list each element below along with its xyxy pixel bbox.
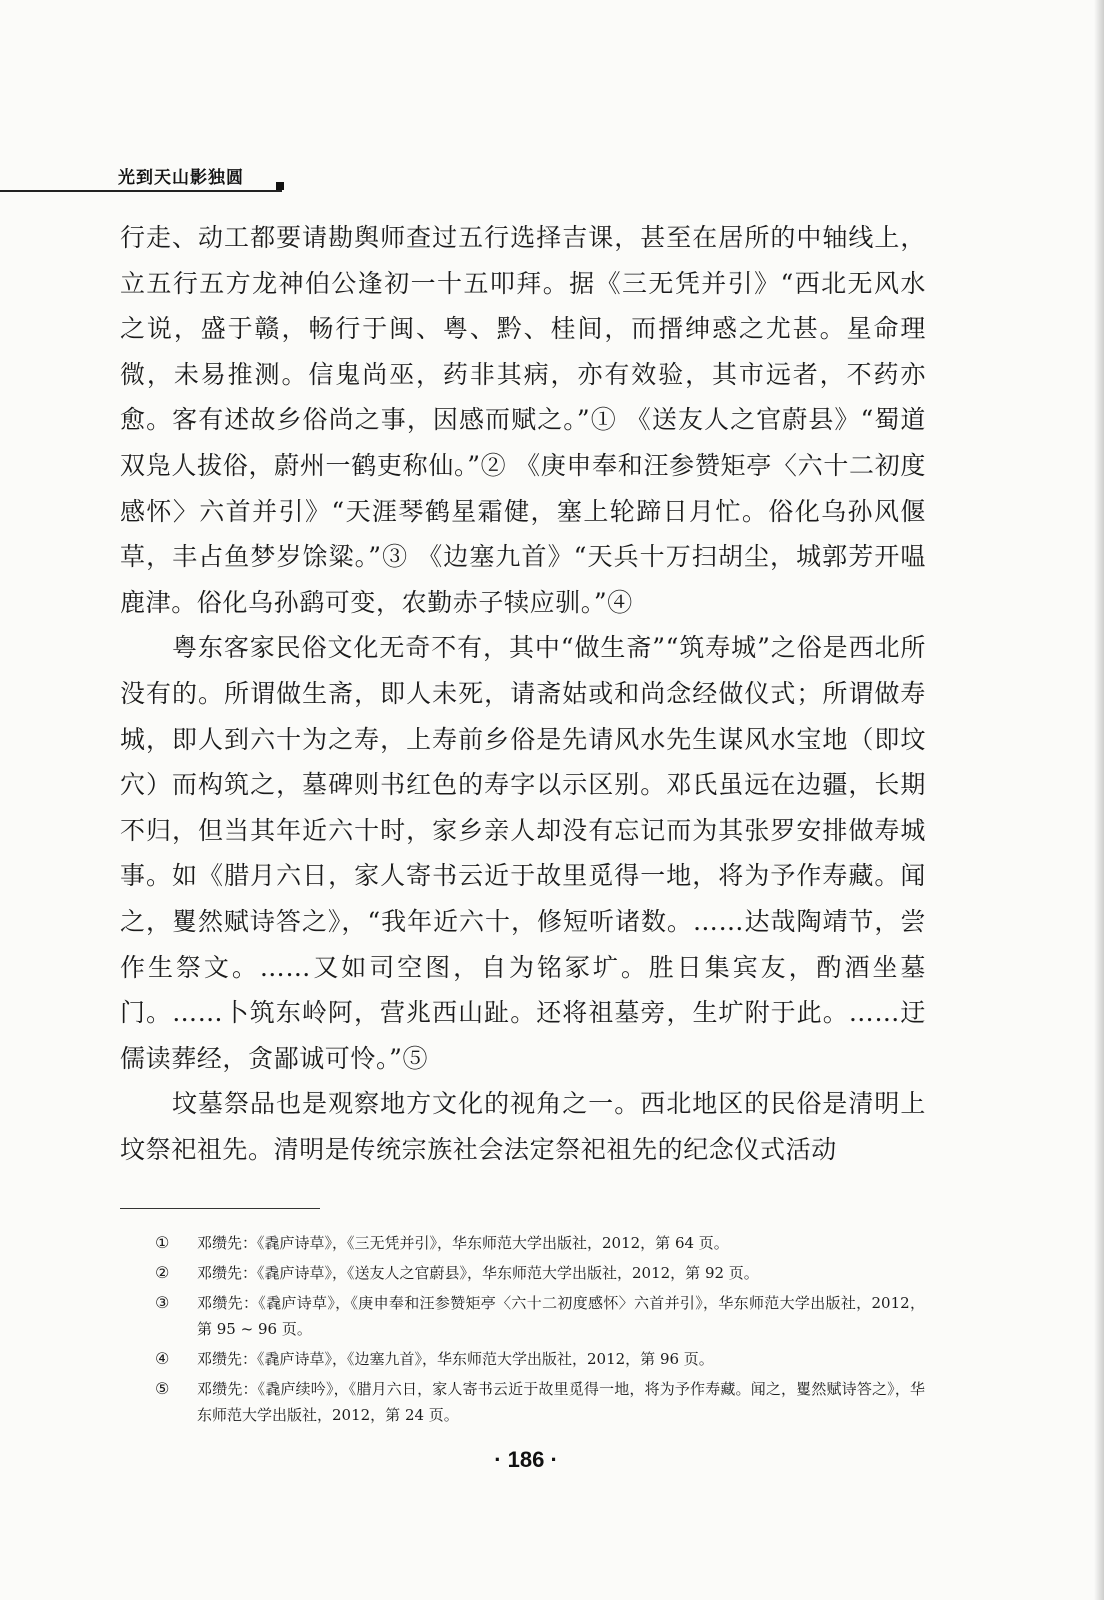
scan-edge-shadow bbox=[1094, 0, 1104, 1600]
footnote-text: 邓缵先：《毳庐诗草》，《送友人之官蔚县》，华东师范大学出版社，2012，第 92 页。 bbox=[197, 1264, 759, 1282]
running-header-title: 光到天山影独圆 bbox=[118, 168, 244, 188]
footnote-text: 邓缵先：《毳庐诗草》，《三无凭并引》，华东师范大学出版社，2012，第 64 页。 bbox=[197, 1234, 729, 1252]
header-rule bbox=[0, 190, 282, 192]
footnotes bbox=[155, 1230, 925, 1432]
footnote-marker: ③ bbox=[155, 1293, 170, 1312]
footnote-text: 邓缵先：《毳庐诗草》，《庚申奉和汪参赞矩亭〈六十二初度感怀〉六首并引》，华东师范大学出版社，2012，第 95 ~ 96 页。 bbox=[197, 1294, 925, 1338]
body-paragraph-1: 行走、动工都要请勘舆师查过五行选择吉课，甚至在居所的中轴线上，立五行五方龙神伯公逢初一十五叩拜。据《三无凭并引》“西北无风水之说，盛于赣，畅行于闽、粤、黔、桂间，而搢绅惑之尤甚。星命理微，未易推测。信鬼尚巫，药非其病，亦有效验，其市远者，不药亦愈。客有述故乡俗尚之事，因感而赋之。”① 《送友人之官蔚县》“蜀道双凫人拔俗，蔚州一鹤吏称仙。”② 《庚申奉和汪参赞矩亭〈六十二初度感怀〉六首并引》“天涯琴鹤星霜健，塞上轮蹄日月忙。俗化乌孙风偃草，丰占鱼梦岁馀粱。”③ 《边塞九首》“天兵十万扫胡尘，城郭芳开嗢鹿津。俗化乌孙鹞可变，农勤赤子犊应驯。”④ bbox=[120, 223, 926, 617]
header-square-mark bbox=[276, 182, 284, 190]
footnote-1 bbox=[155, 1230, 925, 1256]
footnote-5 bbox=[155, 1376, 925, 1428]
body-paragraph-2: 粤东客家民俗文化无奇不有，其中“做生斋”“筑寿城”之俗是西北所没有的。所谓做生斋，即人未死，请斋姑或和尚念经做仪式；所谓做寿城，即人到六十为之寿，上寿前乡俗是先请风水先生谋风水宝地（即坟穴）而构筑之，墓碑则书红色的寿字以示区别。邓氏虽远在边疆，长期不归，但当其年近六十时，家乡亲人却没有忘记而为其张罗安排做寿城事。如《腊月六日，家人寄书云近于故里觅得一地，将为予作寿藏。闻之，矍然赋诗答之》，“我年近六十，修短听诸数。……达哉陶靖节，尝作生祭文。……又如司空图，自为铭冢圹。胜日集宾友，酌酒坐墓门。……卜筑东岭阿，营兆西山趾。还将祖墓旁，生圹附于此。……迂儒读葬经，贪鄙诚可怜。”⑤ bbox=[120, 633, 926, 1073]
body-text bbox=[120, 215, 926, 1172]
footnote-separator bbox=[120, 1208, 320, 1209]
footnote-text: 邓缵先：《毳庐续吟》，《腊月六日，家人寄书云近于故里觅得一地，将为予作寿藏。闻之，矍然赋诗答之》，华东师范大学出版社，2012，第 24 页。 bbox=[197, 1380, 925, 1424]
footnote-text: 邓缵先：《毳庐诗草》，《边塞九首》，华东师范大学出版社，2012，第 96 页。 bbox=[197, 1350, 714, 1368]
footnote-3 bbox=[155, 1290, 925, 1342]
footnote-marker: ④ bbox=[155, 1349, 170, 1368]
footnote-4 bbox=[155, 1346, 925, 1372]
footnote-marker: ② bbox=[155, 1263, 170, 1282]
body-paragraph-3: 坟墓祭品也是观察地方文化的视角之一。西北地区的民俗是清明上坟祭祀祖先。清明是传统宗族社会法定祭祀祖先的纪念仪式活动 bbox=[120, 1089, 926, 1164]
footnote-2 bbox=[155, 1260, 925, 1286]
footnote-marker: ⑤ bbox=[155, 1379, 170, 1398]
footnote-marker: ① bbox=[155, 1233, 170, 1252]
page-number: · 186 · bbox=[494, 1447, 558, 1472]
